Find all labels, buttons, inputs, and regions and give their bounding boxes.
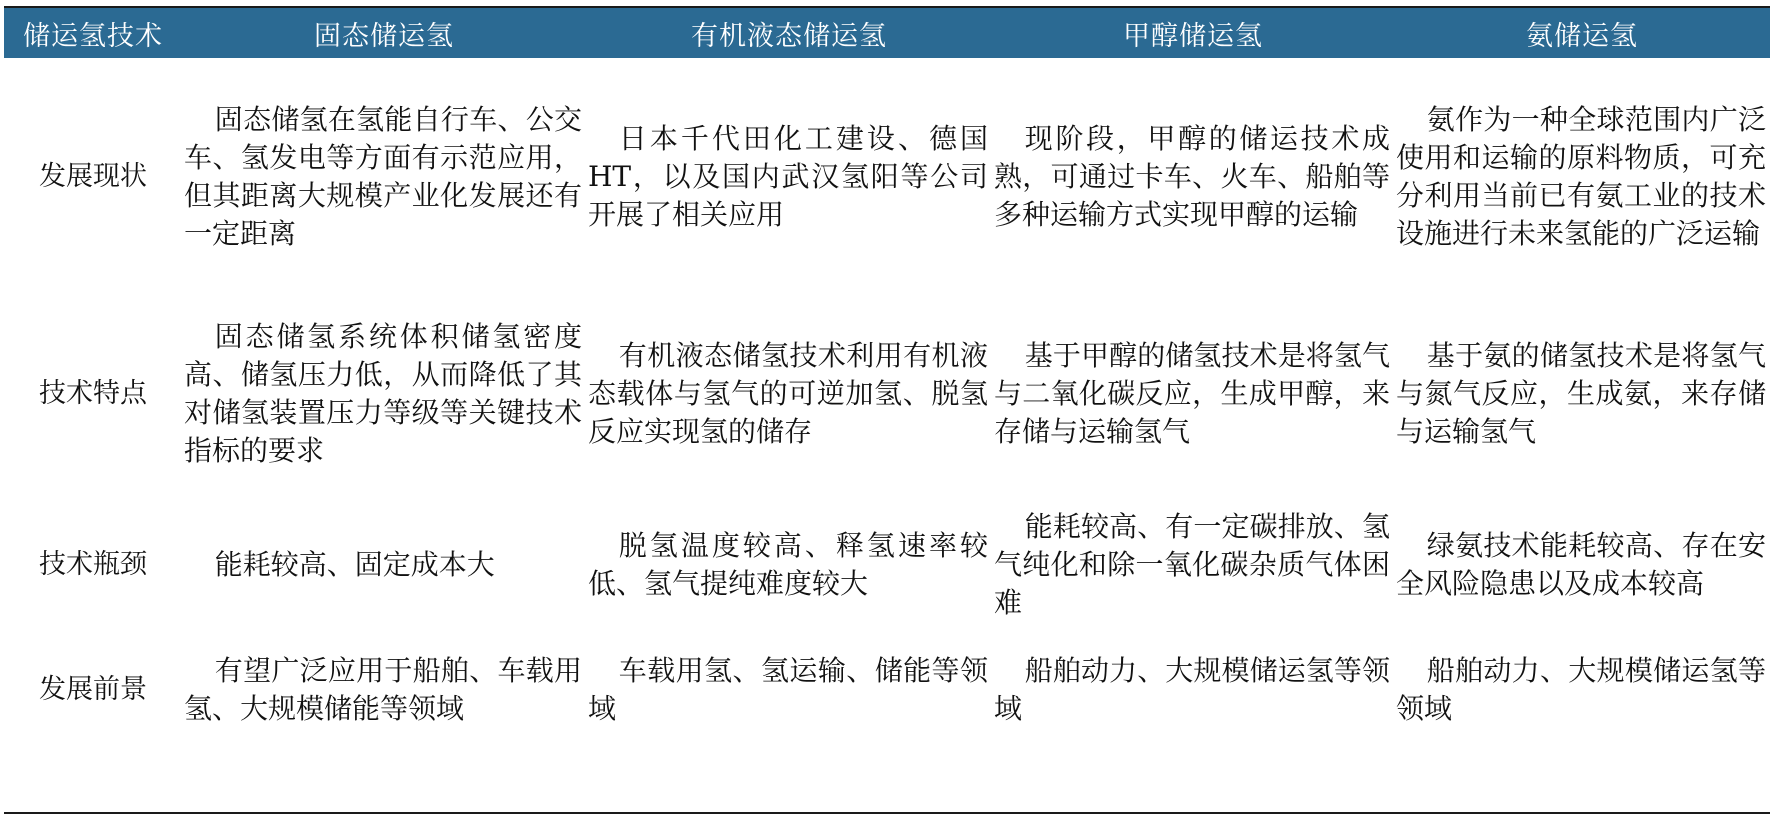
row-label-features: 技术特点 bbox=[39, 378, 147, 409]
row-label-prospects: 发展前景 bbox=[39, 674, 147, 705]
table-row bbox=[4, 637, 1770, 743]
cell-text: 能耗较高、有一定碳排放、氢气纯化和除一氧化碳杂质气体困难 bbox=[994, 509, 1390, 619]
cell-prospects-solid bbox=[182, 637, 586, 743]
cell-status-solid bbox=[182, 58, 586, 296]
header-solid-state: 固态储运氢 bbox=[314, 20, 454, 52]
cell-text: 能耗较高、固定成本大 bbox=[214, 547, 495, 581]
comparison-table bbox=[4, 8, 1770, 743]
table-row bbox=[4, 296, 1770, 492]
cell-text: 基于甲醇的储氢技术是将氢气与二氧化碳反应，生成甲醇，来存储与运输氢气 bbox=[994, 339, 1390, 448]
cell-status-methanol bbox=[992, 58, 1394, 296]
cell-text: 有机液态储氢技术利用有机液态载体与氢气的可逆加氢、脱氢反应实现氢的储存 bbox=[588, 339, 988, 448]
cell-bottleneck-methanol bbox=[992, 492, 1394, 637]
table-body bbox=[4, 58, 1770, 743]
cell-features-solid bbox=[182, 296, 586, 492]
cell-prospects-ammonia bbox=[1394, 637, 1770, 743]
header-organic-liquid: 有机液态储运氢 bbox=[691, 20, 887, 52]
cell-text: 脱氢温度较高、释氢速率较低、氢气提纯难度较大 bbox=[588, 528, 988, 600]
cell-text: 基于氨的储氢技术是将氢气与氮气反应，生成氨，来存储与运输氢气 bbox=[1396, 339, 1766, 448]
cell-text: 现阶段，甲醇的储运技术成熟，可通过卡车、火车、船舶等多种运输方式实现甲醇的运输 bbox=[994, 122, 1390, 231]
cell-text: 固态储氢系统体积储氢密度高、储氢压力低，从而降低了其对储氢装置压力等级等关键技术指标的要求 bbox=[184, 320, 582, 467]
cell-bottleneck-ammonia bbox=[1394, 492, 1770, 637]
cell-bottleneck-organic bbox=[586, 492, 992, 637]
cell-text: 有望广泛应用于船舶、车载用氢、大规模储能等领域 bbox=[184, 654, 582, 725]
header-row bbox=[4, 8, 1770, 58]
header-methanol: 甲醇储运氢 bbox=[1123, 20, 1263, 52]
cell-text: 氨作为一种全球范围内广泛使用和运输的原料物质，可充分利用当前已有氨工业的技术设施进行未来氢能的广泛运输 bbox=[1396, 103, 1766, 250]
cell-text: 固态储氢在氢能自行车、公交车、氢发电等方面有示范应用，但其距离大规模产业化发展还有一定距离 bbox=[184, 103, 582, 250]
hydrogen-storage-comparison-table bbox=[4, 6, 1770, 814]
table-row bbox=[4, 492, 1770, 637]
header-technology: 储运氢技术 bbox=[23, 20, 163, 52]
cell-text: 船舶动力、大规模储运氢等领域 bbox=[1396, 654, 1766, 725]
cell-text: 车载用氢、氢运输、储能等领域 bbox=[588, 654, 988, 725]
cell-text: 绿氨技术能耗较高、存在安全风险隐患以及成本较高 bbox=[1396, 528, 1766, 600]
table-row bbox=[4, 58, 1770, 296]
table-header bbox=[4, 8, 1770, 58]
cell-text: 日本千代田化工建设、德国HT，以及国内武汉氢阳等公司开展了相关应用 bbox=[588, 122, 988, 231]
cell-bottleneck-solid bbox=[182, 492, 586, 637]
cell-features-methanol bbox=[992, 296, 1394, 492]
cell-features-ammonia bbox=[1394, 296, 1770, 492]
cell-prospects-organic bbox=[586, 637, 992, 743]
row-label-status: 发展现状 bbox=[39, 161, 147, 192]
cell-features-organic bbox=[586, 296, 992, 492]
header-ammonia: 氨储运氢 bbox=[1526, 20, 1638, 52]
cell-status-organic bbox=[586, 58, 992, 296]
cell-text: 船舶动力、大规模储运氢等领域 bbox=[994, 654, 1390, 725]
cell-prospects-methanol bbox=[992, 637, 1394, 743]
row-label-bottleneck: 技术瓶颈 bbox=[39, 548, 147, 580]
cell-status-ammonia bbox=[1394, 58, 1770, 296]
